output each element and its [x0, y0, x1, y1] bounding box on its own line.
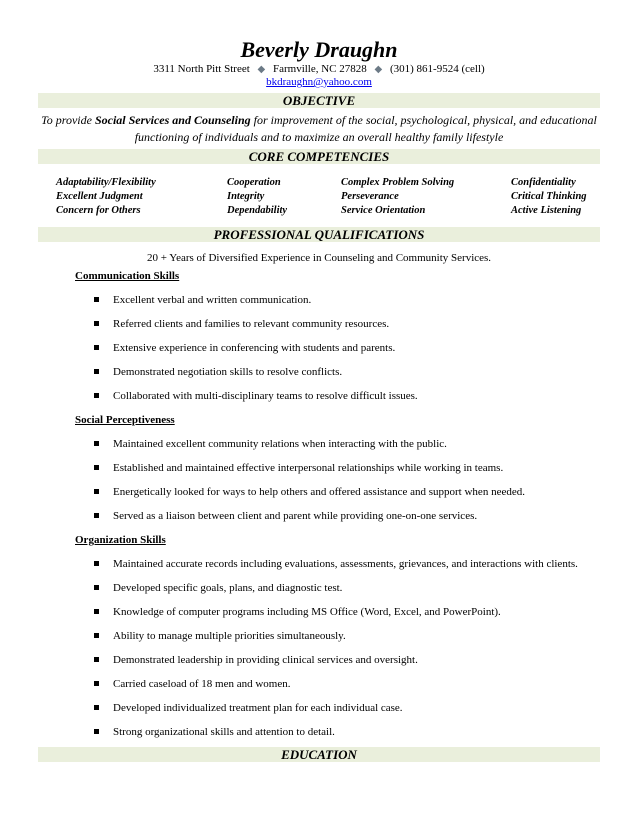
address-text: 3311 North Pitt Street [153, 63, 250, 75]
social-perceptiveness-heading: Social Perceptiveness [75, 414, 175, 426]
square-bullet-icon [94, 393, 99, 398]
list-item [94, 317, 389, 331]
list-item-text: Maintained excellent community relations when interacting with the public. [113, 438, 447, 450]
objective-text-start: To provide [41, 113, 95, 127]
list-item-text: Established and maintained effective interpersonal relationships while working in teams. [113, 462, 504, 474]
competency-item: Dependability [227, 205, 288, 216]
competencies-heading: CORE COMPETENCIES [38, 149, 600, 164]
square-bullet-icon [94, 321, 99, 326]
competency-item: Active Listening [511, 205, 582, 216]
list-item [94, 341, 395, 355]
competency-item: Confidentiality [511, 177, 576, 188]
list-item-text: Knowledge of computer programs including MS Office (Word, Excel, and PowerPoint). [113, 606, 501, 618]
phone-text: (301) 861-9524 (cell) [389, 63, 485, 75]
square-bullet-icon [94, 345, 99, 350]
list-item [94, 629, 346, 643]
square-bullet-icon [94, 681, 99, 686]
email-link[interactable]: bkdraughn@yahoo.com [266, 76, 372, 88]
objective-text-end: for improvement of the social, psychological, physical, and educational functioning of individuals and to maximize an overall healthy family lifestyle [134, 113, 597, 144]
competency-item: Integrity [227, 191, 265, 202]
list-item-text: Collaborated with multi-disciplinary teams to resolve difficult issues. [113, 390, 418, 402]
list-item-text: Maintained accurate records including evaluations, assessments, grievances, and interactions with clients. [113, 558, 578, 570]
diamond-separator-icon: ◆ [257, 64, 266, 75]
list-item [94, 485, 525, 499]
education-heading: EDUCATION [38, 747, 600, 762]
square-bullet-icon [94, 561, 99, 566]
square-bullet-icon [94, 489, 99, 494]
list-item-text: Served as a liaison between client and parent while providing one-on-one services. [113, 510, 478, 522]
competency-item: Complex Problem Solving [341, 177, 455, 188]
list-item-text: Excellent verbal and written communication. [113, 294, 312, 306]
list-item [94, 509, 477, 523]
competency-item: Excellent Judgment [56, 191, 143, 202]
list-item-text: Energetically looked for ways to help others and offered assistance and support when needed. [113, 486, 525, 498]
list-item-text: Strong organizational skills and attention to detail. [113, 726, 335, 738]
list-item [94, 725, 335, 739]
list-item [94, 701, 403, 715]
list-item [94, 389, 418, 403]
square-bullet-icon [94, 369, 99, 374]
list-item-text: Demonstrated negotiation skills to resolve conflicts. [113, 366, 343, 378]
list-item [94, 365, 342, 379]
list-item [94, 677, 290, 691]
competency-item: Service Orientation [341, 205, 426, 216]
qualifications-heading: PROFESSIONAL QUALIFICATIONS [38, 227, 600, 242]
list-item-text: Developed individualized treatment plan for each individual case. [113, 702, 403, 714]
square-bullet-icon [94, 657, 99, 662]
objective-text-emphasis: Social Services and Counseling [94, 113, 251, 127]
city-text: Farmville, NC 27828 [272, 63, 367, 75]
square-bullet-icon [94, 585, 99, 590]
diamond-separator-icon: ◆ [374, 64, 383, 75]
communication-skills-heading: Communication Skills [75, 270, 180, 282]
square-bullet-icon [94, 609, 99, 614]
list-item [94, 605, 501, 619]
list-item-text: Developed specific goals, plans, and diagnostic test. [113, 582, 343, 594]
competency-item: Critical Thinking [511, 191, 587, 202]
competency-item: Adaptability/Flexibility [56, 177, 156, 188]
list-item [94, 461, 503, 475]
list-item-text: Referred clients and families to relevant community resources. [113, 318, 390, 330]
candidate-name: Beverly Draughn [240, 37, 398, 62]
square-bullet-icon [94, 441, 99, 446]
list-item [94, 437, 447, 451]
list-item [94, 293, 311, 307]
list-item-text: Extensive experience in conferencing with students and parents. [113, 342, 396, 354]
objective-heading: OBJECTIVE [38, 93, 600, 108]
square-bullet-icon [94, 633, 99, 638]
square-bullet-icon [94, 705, 99, 710]
list-item [94, 653, 418, 667]
objective-text [30, 112, 608, 146]
list-item [94, 557, 578, 571]
competency-item: Concern for Others [56, 205, 141, 216]
list-item [94, 581, 342, 595]
square-bullet-icon [94, 465, 99, 470]
competency-item: Cooperation [227, 177, 281, 188]
square-bullet-icon [94, 297, 99, 302]
square-bullet-icon [94, 729, 99, 734]
square-bullet-icon [94, 513, 99, 518]
organization-skills-heading: Organization Skills [75, 534, 166, 546]
list-item-text: Carried caseload of 18 men and women. [113, 678, 291, 690]
qualifications-summary: 20 + Years of Diversified Experience in Counseling and Community Services. [146, 252, 492, 264]
list-item-text: Ability to manage multiple priorities simultaneously. [113, 630, 346, 642]
list-item-text: Demonstrated leadership in providing clinical services and oversight. [113, 654, 418, 666]
competency-item: Perseverance [341, 191, 399, 202]
